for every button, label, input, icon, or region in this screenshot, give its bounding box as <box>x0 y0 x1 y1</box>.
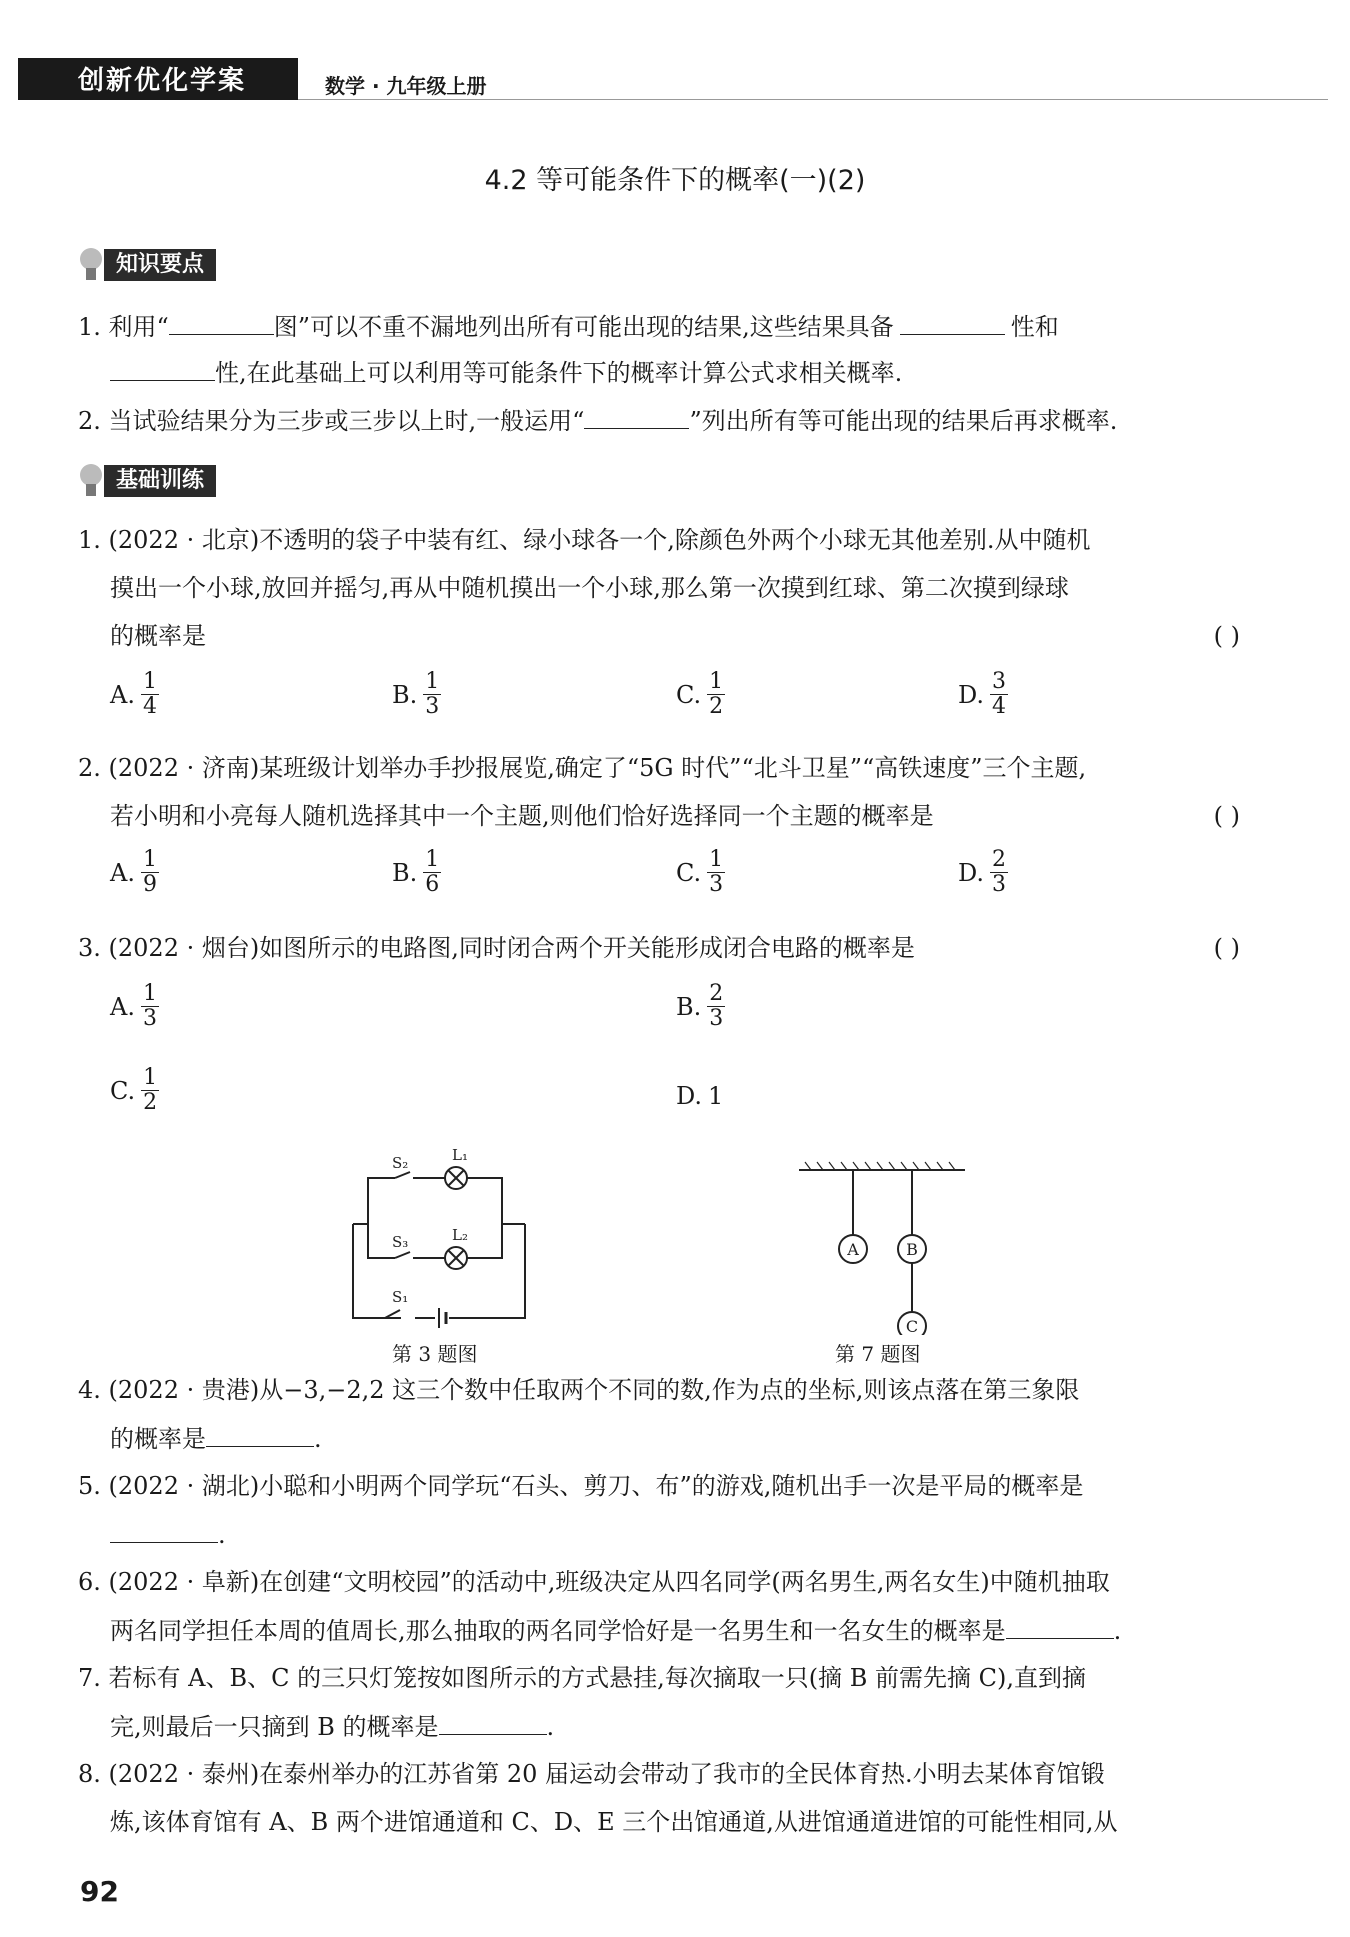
answer-paren[interactable]: ( ) <box>1213 622 1240 650</box>
text: 的概率是 <box>110 622 206 650</box>
numerator: 2 <box>709 981 724 1006</box>
numerator: 1 <box>143 1065 158 1090</box>
fraction <box>990 848 1008 897</box>
denominator: 2 <box>709 694 724 719</box>
text: . <box>218 1521 226 1549</box>
label-l2: L₂ <box>452 1226 468 1244</box>
numerator: 1 <box>142 981 157 1006</box>
denominator: 6 <box>425 872 440 897</box>
denominator: 3 <box>425 694 440 719</box>
q2-line-2 <box>110 802 1240 830</box>
numerator: 1 <box>425 847 440 872</box>
numerator: 3 <box>992 669 1007 694</box>
denominator: 4 <box>992 694 1007 719</box>
switch-s1 <box>385 1310 400 1318</box>
fraction <box>423 848 441 897</box>
switch-s2 <box>395 1172 410 1178</box>
lightbulb-icon <box>78 248 104 282</box>
numerator: 1 <box>709 669 724 694</box>
q7-line-1: 7. 若标有 A、B、C 的三只灯笼按如图所示的方式悬挂,每次摘取一只(摘 B 前需先摘 C),直到摘 <box>78 1664 1086 1692</box>
label-s3: S₃ <box>392 1233 409 1251</box>
answer-blank[interactable] <box>900 312 1005 335</box>
q3-line-1 <box>78 934 1240 962</box>
fraction <box>707 848 725 897</box>
circuit-diagram <box>340 1140 540 1335</box>
lightbulb-icon <box>78 464 104 498</box>
text: 两名同学担任本周的值周长,那么抽取的两名同学恰好是一名男生和一名女生的概率是 <box>110 1617 1006 1645</box>
switch-s3 <box>395 1252 410 1258</box>
denominator: 3 <box>992 872 1007 897</box>
fraction <box>423 670 441 719</box>
numerator: 1 <box>142 847 157 872</box>
q4-line-2 <box>110 1424 322 1453</box>
q1-line-3 <box>110 622 1240 650</box>
figure-7-caption: 第 7 题图 <box>835 1342 921 1366</box>
numerator: 1 <box>425 669 440 694</box>
lantern-a-label: A <box>847 1240 859 1259</box>
text: . <box>546 1713 555 1741</box>
q1-option-c[interactable] <box>676 670 725 719</box>
header-subject: 数学 · 九年级上册 <box>325 74 487 98</box>
answer-blank[interactable] <box>1006 1616 1114 1639</box>
q6-line-2 <box>110 1616 1121 1645</box>
fraction <box>141 1066 159 1115</box>
page-title: 4.2 等可能条件下的概率(一)(2) <box>484 165 866 196</box>
q6-line-1: 6. (2022 · 阜新)在创建“文明校园”的活动中,班级决定从四名同学(两名男生,两名女生)中随机抽取 <box>78 1568 1110 1596</box>
fraction <box>141 848 159 897</box>
denominator: 2 <box>143 1090 158 1115</box>
q3-option-a[interactable] <box>110 982 159 1031</box>
q5-line-1: 5. (2022 · 湖北)小聪和小明两个同学玩“石头、剪刀、布”的游戏,随机出手一次是平局的概率是 <box>78 1472 1084 1500</box>
section-training <box>78 464 216 498</box>
section-label: 知识要点 <box>104 249 216 281</box>
knowledge-2-line <box>78 406 1117 435</box>
answer-blank[interactable] <box>110 358 215 381</box>
q1-option-a[interactable] <box>110 670 159 719</box>
numerator: 1 <box>142 669 157 694</box>
option-label: C. <box>110 1076 136 1105</box>
option-label: D. <box>958 680 985 709</box>
page-number: 92 <box>80 1875 119 1908</box>
q1-option-d[interactable] <box>958 670 1008 719</box>
q4-line-1: 4. (2022 · 贵港)从−3,−2,2 这三个数中任取两个不同的数,作为点的坐标,则该点落在第三象限 <box>78 1376 1080 1404</box>
q8-line-2: 炼,该体育馆有 A、B 两个进馆通道和 C、D、E 三个出馆通道,从进馆通道进馆的可能性相同,从 <box>110 1808 1118 1836</box>
figure-3-caption: 第 3 题图 <box>392 1342 478 1366</box>
numerator: 1 <box>709 847 724 872</box>
denominator: 3 <box>709 1006 724 1031</box>
section-knowledge <box>78 248 216 282</box>
fraction <box>990 670 1008 719</box>
q2-line-1: 2. (2022 · 济南)某班级计划举办手抄报展览,确定了“5G 时代”“北斗卫星”“高铁速度”三个主题, <box>78 754 1087 782</box>
numerator: 2 <box>992 847 1007 872</box>
circuit-wire <box>368 1224 395 1258</box>
q3-option-d[interactable] <box>676 1082 723 1110</box>
answer-paren[interactable]: ( ) <box>1213 802 1240 830</box>
option-label: A. <box>110 858 135 887</box>
denominator: 9 <box>142 872 157 897</box>
option-label: D. <box>958 858 985 887</box>
text: 1. 利用“ <box>78 313 169 341</box>
option-label: A. <box>110 992 135 1021</box>
answer-blank[interactable] <box>584 406 689 429</box>
text: . <box>1113 1617 1122 1645</box>
q8-line-1: 8. (2022 · 泰州)在泰州举办的江苏省第 20 届运动会带动了我市的全民体育热.小明去某体育馆锻 <box>78 1760 1105 1788</box>
lantern-c-label: C <box>905 1317 919 1335</box>
knowledge-1-line-2 <box>110 358 902 387</box>
option-label: D. <box>676 1082 703 1110</box>
q1-line-2: 摸出一个小球,放回并摇匀,再从中随机摸出一个小球,那么第一次摸到红球、第二次摸到绿球 <box>110 574 1069 602</box>
denominator: 4 <box>142 694 157 719</box>
option-label: C. <box>676 858 702 887</box>
option-label: B. <box>392 680 418 709</box>
section-label: 基础训练 <box>104 465 216 497</box>
label-s2: S₂ <box>392 1154 409 1172</box>
answer-blank[interactable] <box>110 1520 218 1543</box>
text: 3. (2022 · 烟台)如图所示的电路图,同时闭合两个开关能形成闭合电路的概率是 <box>78 934 915 962</box>
text: ”列出所有等可能出现的结果后再求概率. <box>689 407 1118 435</box>
answer-blank[interactable] <box>169 312 274 335</box>
option-label: B. <box>676 992 702 1021</box>
q1-option-b[interactable] <box>392 670 441 719</box>
answer-paren[interactable]: ( ) <box>1213 934 1240 962</box>
answer-blank[interactable] <box>206 1424 314 1447</box>
circuit-wire <box>467 1178 525 1224</box>
option-label: A. <box>110 680 135 709</box>
circuit-wire <box>467 1224 502 1258</box>
circuit-wire <box>353 1178 395 1224</box>
fraction <box>707 670 725 719</box>
text: 图”可以不重不漏地列出所有可能出现的结果,这些结果具备 <box>273 313 894 341</box>
q2-option-a[interactable] <box>110 848 159 897</box>
header-brand: 创新优化学案 <box>78 66 247 96</box>
q3-option-b[interactable] <box>676 982 725 1031</box>
option-value: 1 <box>708 1082 724 1110</box>
text: 性和 <box>1010 313 1059 341</box>
lantern-diagram <box>795 1160 975 1335</box>
text: 2. 当试验结果分为三步或三步以上时,一般运用“ <box>78 407 585 435</box>
text: 性,在此基础上可以利用等可能条件下的概率计算公式求相关概率. <box>215 359 903 387</box>
label-l1: L₁ <box>452 1146 468 1164</box>
knowledge-1-line-1 <box>78 312 1059 341</box>
label-s1: S₁ <box>392 1288 409 1306</box>
answer-blank[interactable] <box>439 1712 547 1735</box>
q1-line-1: 1. (2022 · 北京)不透明的袋子中装有红、绿小球各一个,除颜色外两个小球无其他差别.从中随机 <box>78 526 1091 554</box>
q2-option-b[interactable] <box>392 848 441 897</box>
q3-option-c[interactable] <box>110 1066 159 1115</box>
fraction <box>707 982 725 1031</box>
option-label: C. <box>676 680 702 709</box>
text: . <box>314 1425 322 1453</box>
text: 的概率是 <box>110 1425 206 1453</box>
denominator: 3 <box>709 872 724 897</box>
q2-option-c[interactable] <box>676 848 725 897</box>
option-label: B. <box>392 858 418 887</box>
circuit-wire <box>353 1224 525 1318</box>
text: 完,则最后一只摘到 B 的概率是 <box>110 1713 439 1741</box>
fraction <box>141 982 159 1031</box>
q2-option-d[interactable] <box>958 848 1008 897</box>
q7-line-2 <box>110 1712 554 1741</box>
lantern-b-label: B <box>906 1240 918 1259</box>
q5-line-2 <box>110 1520 226 1549</box>
text: 若小明和小亮每人随机选择其中一个主题,则他们恰好选择同一个主题的概率是 <box>110 802 934 830</box>
denominator: 3 <box>142 1006 157 1031</box>
fraction <box>141 670 159 719</box>
